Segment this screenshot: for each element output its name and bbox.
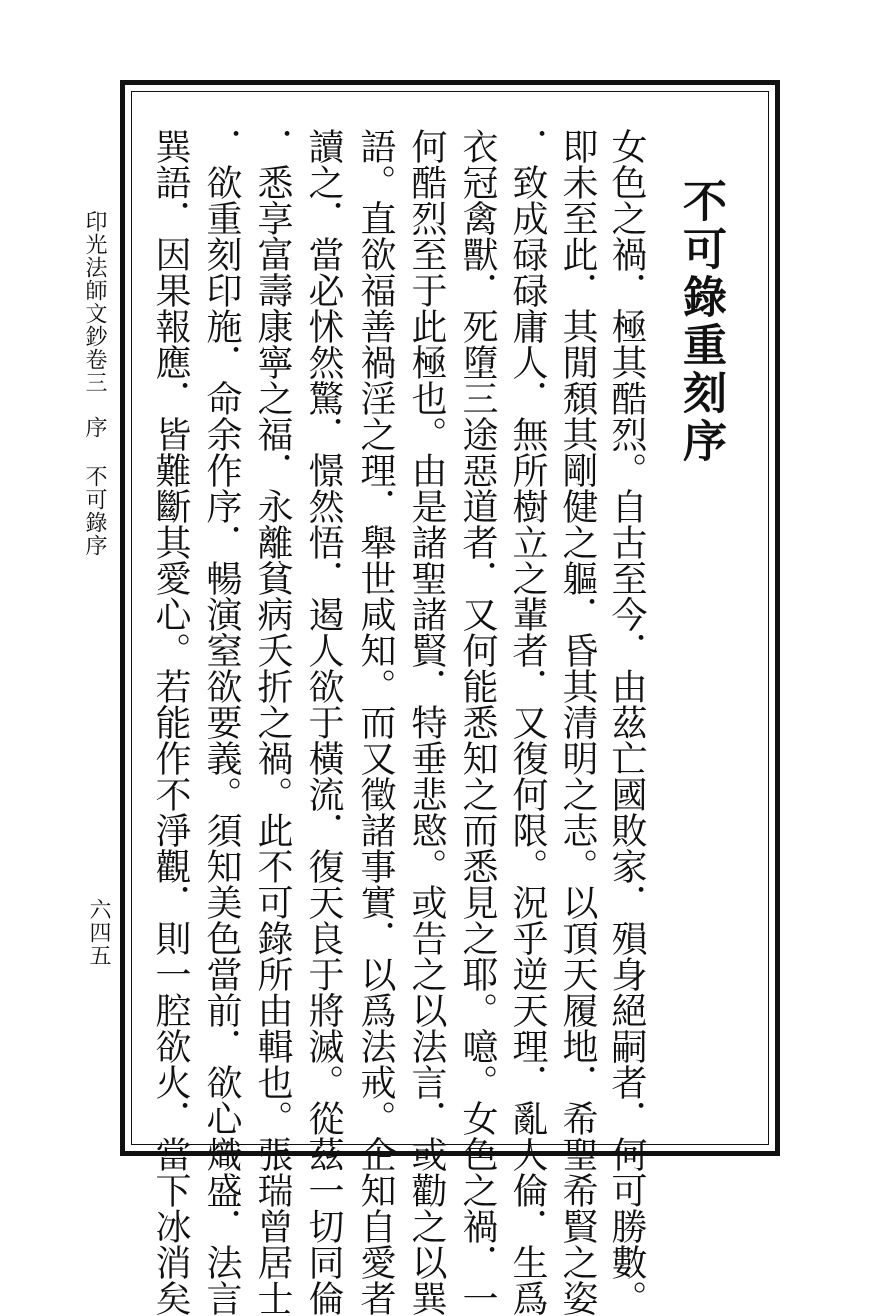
running-header: [83, 210, 105, 557]
text-column-4: 衣冠禽獸．死墮三途惡道者．又何能悉知之而悉見之耶。噫。女色之禍．一: [457, 128, 498, 1316]
running-header-chapter: 不可錄序: [82, 465, 107, 557]
text-column-5: 何酷烈至于此極也。由是諸聖諸賢．特垂悲愍。或告之以法言．或勸之以巽: [406, 128, 447, 1316]
chapter-title: 不可錄重刻序: [675, 178, 726, 466]
page-number: 六四五: [86, 898, 111, 967]
text-column-2: 即未至此．其閒頹其剛健之軀．昏其清明之志。以頂天履地．希聖希賢之姿: [557, 128, 598, 1316]
text-column-10: 巽語．因果報應．皆難斷其愛心。若能作不淨觀．則一腔欲火．當下冰消矣: [150, 128, 191, 1316]
text-column-3: ．致成碌碌庸人．無所樹立之輩者．又復何限。況乎逆天理．亂人倫．生爲: [507, 128, 548, 1316]
text-column-8: ．悉享富壽康寧之福．永離貧病夭折之禍。此不可錄所由輯也。張瑞曾居士: [252, 128, 293, 1316]
text-column-9: ．欲重刻印施．命余作序．暢演窒欲要義。須知美色當前．欲心熾盛．法言: [201, 128, 242, 1316]
text-column-1: 女色之禍．極其酷烈。自古至今．由茲亡國敗家．殞身絕嗣者．何可勝數。: [606, 128, 647, 1316]
running-header-section: 序: [82, 416, 107, 439]
text-column-7: 讀之．當必怵然驚．憬然悟．遏人欲于橫流．復天良于將滅。從茲一切同倫: [303, 128, 344, 1316]
running-header-book-title: 印光法師文鈔卷三: [82, 210, 107, 394]
text-column-6: 語。直欲福善禍淫之理．舉世咸知。而又徵諸事實．以爲法戒。企知自愛者: [355, 128, 396, 1316]
